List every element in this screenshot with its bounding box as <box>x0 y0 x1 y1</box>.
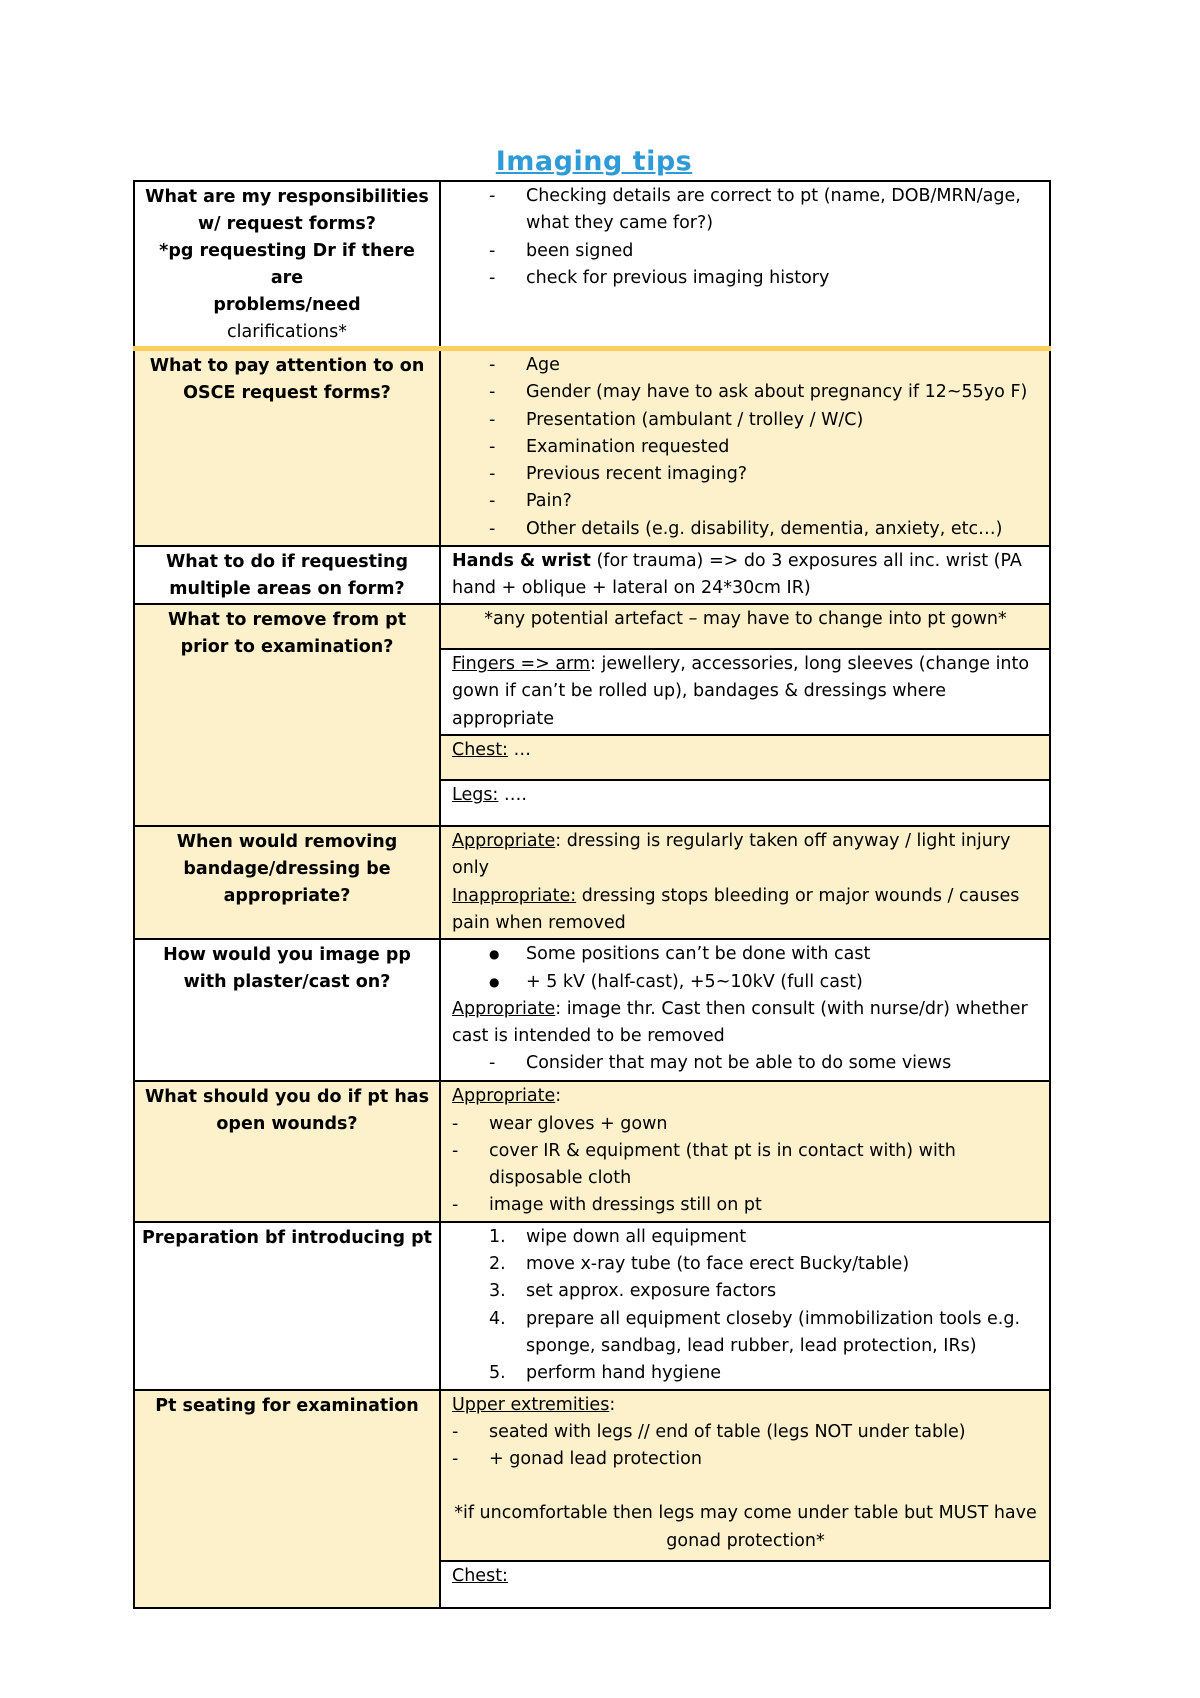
appropriate-value: : image thr. Cast then consult (with nurse/dr) whether cast is intended to be removed <box>452 998 1028 1047</box>
list-item <box>489 1306 1039 1361</box>
question-line: What to do if requesting <box>166 551 408 572</box>
legs-text <box>441 780 1049 825</box>
question-line: problems/need <box>213 295 361 315</box>
dash-list <box>452 183 1039 292</box>
inappropriate-value: dressing stops bleeding or major wounds / causes pain when removed <box>452 885 1020 933</box>
bullet-list <box>452 941 1039 996</box>
table-row <box>134 1390 1050 1608</box>
list-item: - Previous recent imaging? <box>489 461 1039 488</box>
appropriate-text <box>452 828 1039 883</box>
question-cell <box>134 546 440 605</box>
list-item: - Checking details are correct to pt (name, DOB/MRN/age, what they came for?) <box>489 183 1039 238</box>
list-item: - + gonad lead protection <box>452 1446 1039 1473</box>
table-row <box>134 349 1050 546</box>
chest-label: Chest: <box>452 740 508 761</box>
answer-cell <box>440 939 1050 1081</box>
chest-text <box>441 1561 1049 1607</box>
step-number: 5. <box>489 1363 506 1384</box>
list-item: - Other details (e.g. disability, dementia, anxiety, etc…) <box>489 516 1039 543</box>
appropriate-label: Appropriate <box>452 1086 556 1107</box>
question-line: bandage/dressing be <box>183 859 391 880</box>
question-cell <box>134 1390 440 1608</box>
table-row <box>134 181 1050 349</box>
answer-cell <box>440 349 1050 546</box>
list-item: - seated with legs // end of table (legs NOT under table) <box>452 1419 1039 1446</box>
nested-table <box>441 1391 1049 1607</box>
question-line: appropriate? <box>223 886 351 907</box>
inappropriate-label: Inappropriate: <box>452 885 577 906</box>
answer-cell <box>440 546 1050 605</box>
question-line: What should you do if pt has <box>145 1087 429 1108</box>
answer-cell <box>440 1390 1050 1608</box>
step-text: wipe down all equipment <box>526 1226 747 1247</box>
step-text: set approx. exposure factors <box>526 1281 777 1302</box>
step-text: prepare all equipment closeby (immobilization tools e.g. sponge, sandbag, lead rubber, lead protection, IRs) <box>526 1308 1021 1356</box>
page-title: Imaging tips <box>495 146 693 177</box>
table-row <box>134 604 1050 826</box>
answer-text: (for trauma) => do 3 exposures all inc. wrist (PA hand + oblique + lateral on 24*30cm IR) <box>452 550 1022 598</box>
list-item: - Presentation (ambulant / trolley / W/C) <box>489 407 1039 434</box>
chest-text <box>441 735 1049 780</box>
legs-value: …. <box>498 785 527 806</box>
list-item: - check for previous imaging history <box>489 265 1039 292</box>
step-number: 1. <box>489 1226 506 1247</box>
dash-list <box>452 1419 1039 1474</box>
list-item: - Gender (may have to ask about pregnancy if 12~55yo F) <box>489 379 1039 406</box>
appropriate-text <box>452 1083 1039 1110</box>
step-text: move x-ray tube (to face erect Bucky/table) <box>526 1254 910 1275</box>
chest-label: Chest: <box>452 1565 508 1586</box>
list-item: - Examination requested <box>489 434 1039 461</box>
appropriate-value: : dressing is regularly taken off anyway / light injury only <box>452 831 1011 879</box>
legs-label: Legs: <box>452 785 499 806</box>
question-cell <box>134 939 440 1081</box>
imaging-tips-table <box>133 180 1051 1609</box>
appropriate-colon: : <box>555 1086 562 1107</box>
list-item: - wear gloves + gown <box>452 1111 1039 1138</box>
list-item: - image with dressings still on pt <box>452 1192 1039 1219</box>
list-item: - cover IR & equipment (that pt is in contact with) with disposable cloth <box>452 1138 1039 1193</box>
list-item: - been signed <box>489 238 1039 265</box>
question-line: What to pay attention to on <box>149 356 425 376</box>
list-item: - Consider that may not be able to do some views <box>489 1050 1039 1077</box>
list-item <box>489 1224 1039 1251</box>
question-line: clarifications* <box>226 322 348 342</box>
dash-list <box>452 1111 1039 1220</box>
table-row <box>134 826 1050 939</box>
answer-cell <box>440 1222 1050 1390</box>
question-line: Pt seating for examination <box>155 1395 419 1416</box>
question-line: Preparation bf introducing pt <box>141 1227 433 1248</box>
question-line: OSCE request forms? <box>183 383 391 403</box>
chest-value: … <box>507 740 532 761</box>
upper-extremities-heading <box>452 1392 1039 1419</box>
numbered-list <box>452 1224 1039 1388</box>
appropriate-label: Appropriate <box>452 831 556 852</box>
question-line: *pg requesting Dr if there are <box>159 241 415 288</box>
appropriate-text <box>452 996 1039 1051</box>
table-row <box>134 939 1050 1081</box>
answer-cell <box>440 1081 1050 1221</box>
fingers-text: : jewellery, accessories, long sleeves (change into gown if can’t be rolled up), bandages & dressings where appropriate <box>452 654 1030 729</box>
appropriate-label: Appropriate <box>452 998 556 1019</box>
dash-list <box>452 1050 1039 1077</box>
question-line: multiple areas on form? <box>169 578 405 599</box>
question-cell <box>134 181 440 349</box>
list-item <box>489 1360 1039 1387</box>
bold-label: Hands & wrist <box>452 550 591 571</box>
question-line: When would removing <box>176 832 398 853</box>
list-item: ● Some positions can’t be done with cast <box>489 941 1039 968</box>
question-cell <box>134 604 440 826</box>
question-line: What to remove from pt <box>167 610 407 631</box>
artefact-note: *any potential artefact – may have to change into pt gown* <box>484 609 1007 630</box>
inappropriate-text <box>452 883 1039 938</box>
step-number: 2. <box>489 1254 506 1275</box>
fingers-label: Fingers => arm <box>452 654 591 675</box>
table-row <box>134 1081 1050 1221</box>
table-row <box>134 546 1050 605</box>
dash-list <box>452 352 1039 543</box>
list-item <box>489 1278 1039 1305</box>
question-line: What are my responsibilities <box>145 187 429 207</box>
answer-cell <box>440 604 1050 826</box>
question-line: w/ request forms? <box>198 214 376 234</box>
list-item: - Pain? <box>489 488 1039 515</box>
question-cell <box>134 1081 440 1221</box>
upper-extremities-colon: : <box>609 1394 616 1415</box>
step-number: 3. <box>489 1281 506 1302</box>
nested-table <box>441 605 1049 825</box>
gonad-note: *if uncomfortable then legs may come under table but MUST have gonad protection* <box>454 1503 1037 1551</box>
question-line: prior to examination? <box>180 637 394 658</box>
question-line: open wounds? <box>216 1114 358 1135</box>
question-line: with plaster/cast on? <box>183 972 391 993</box>
question-line: How would you image pp <box>163 945 411 966</box>
upper-extremities-block <box>441 1391 1049 1561</box>
table-row <box>134 1222 1050 1390</box>
list-item: ● + 5 kV (half-cast), +5~10kV (full cast) <box>489 969 1039 996</box>
list-item: - Age <box>489 352 1039 379</box>
question-cell <box>134 826 440 939</box>
step-text: perform hand hygiene <box>526 1363 722 1384</box>
answer-cell <box>440 826 1050 939</box>
answer-cell <box>440 181 1050 349</box>
upper-extremities-label: Upper extremities <box>452 1394 610 1415</box>
question-cell <box>134 349 440 546</box>
list-item <box>489 1251 1039 1278</box>
step-number: 4. <box>489 1308 506 1329</box>
fingers-arm-text <box>441 649 1049 735</box>
question-cell <box>134 1222 440 1390</box>
